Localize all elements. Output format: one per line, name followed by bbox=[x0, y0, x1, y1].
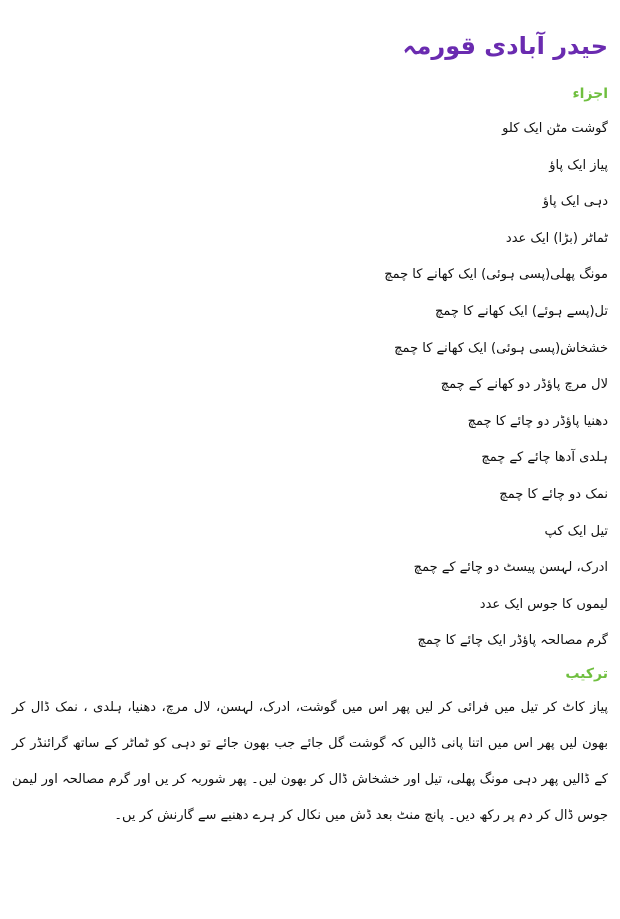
page-title: حیدر آبادی قورمہ bbox=[402, 32, 608, 60]
ingredient-item: نمک دو چائے کا چمچ bbox=[499, 486, 608, 502]
ingredient-item: ٹماٹر (بڑا) ایک عدد bbox=[505, 230, 608, 246]
ingredient-item: ہلدی آدھا چائے کے چمچ bbox=[481, 450, 608, 466]
ingredient-item: گوشت مٹن ایک کلو bbox=[502, 121, 608, 136]
ingredients-heading: اجزاء bbox=[572, 86, 608, 102]
ingredient-item: تل(پسے ہوئے) ایک کھانے کا چمچ bbox=[434, 303, 608, 319]
ingredient-item: خشخاش(پسی ہوئی) ایک کھانے کا چمچ bbox=[394, 340, 608, 356]
method-paragraph: پیاز کاٹ کر تیل میں فرائی کر لیں پھر اس میں گوشت، ادرک، لہسن، لال مرچ، دھنیا، ہلدی ، نمک ڈال کر بھون لیں پھر اس میں اتنا پانی ڈالیں کہ گوشت گل جائے جب بھون جائے تو دہی کو ٹماٹر کے ساتھ گرائنڈر کر کے ڈالیں پھر دہی مونگ پھلی، تیل اور خشخاش ڈال کر بھون لیں۔ پھر شوربہ کر یں اور گرم مصالحہ اور لیمن جوس ڈال کر دم پر رکھ دیں۔ پانچ منٹ بعد ڈش میں نکال کر ہرے دھنیے سے گارنش کر یں۔ bbox=[12, 699, 608, 823]
method-section bbox=[12, 664, 608, 834]
ingredient-item: ادرک، لہسن پیسٹ دو چائے کے چمچ bbox=[413, 560, 608, 576]
ingredients-section bbox=[12, 84, 608, 660]
ingredient-item: لیموں کا جوس ایک عدد bbox=[479, 596, 608, 612]
ingredients-list bbox=[12, 111, 608, 660]
ingredient-item: مونگ پھلی(پسی ہوئی) ایک کھانے کا چمچ bbox=[384, 267, 608, 283]
ingredient-item: پیاز ایک پاؤ bbox=[549, 157, 608, 173]
method-heading: ترکیب bbox=[565, 665, 608, 682]
ingredient-item: دہی ایک پاؤ bbox=[542, 194, 608, 210]
ingredient-item: لال مرچ پاؤڈر دو کھانے کے چمچ bbox=[440, 377, 608, 393]
ingredient-item: گرم مصالحہ پاؤڈر ایک چائے کا چمچ bbox=[417, 633, 608, 649]
ingredient-item: تیل ایک کپ bbox=[544, 523, 608, 539]
ingredient-item: دھنیا پاؤڈر دو چائے کا چمچ bbox=[467, 413, 608, 429]
